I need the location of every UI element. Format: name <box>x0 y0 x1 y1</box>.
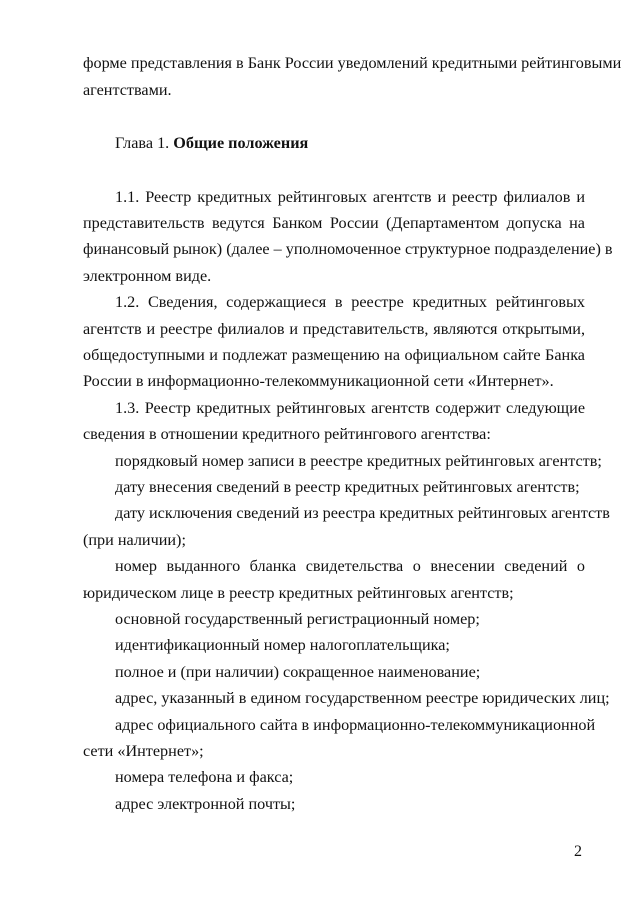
text-line: представительств ведутся Банком России (Департаментом допуска на <box>83 214 585 232</box>
text-line: электронном виде. <box>83 267 212 285</box>
text-line: (при наличии); <box>83 531 186 549</box>
text-line: юридическом лице в реестр кредитных рейтинговых агентств; <box>83 584 514 602</box>
text-line: России в информационно-телекоммуникационной сети «Интернет». <box>83 372 554 390</box>
text-line: 1.3. Реестр кредитных рейтинговых агентств содержит следующие <box>115 399 585 417</box>
text-line: агентств и реестре филиалов и представительств, являются открытыми, <box>83 320 585 338</box>
chapter-prefix: Глава 1. <box>115 134 170 152</box>
chapter-title: Общие положения <box>173 134 309 152</box>
text-line: дату внесения сведений в реестр кредитных рейтинговых агентств; <box>115 478 580 496</box>
text-line: номер выданного бланка свидетельства о внесении сведений о <box>115 557 585 575</box>
text-line: идентификационный номер налогоплательщика; <box>115 636 450 654</box>
chapter-heading <box>115 133 585 153</box>
text-line: 1.1. Реестр кредитных рейтинговых агентств и реестр филиалов и <box>115 188 585 206</box>
page-number: 2 <box>574 843 582 860</box>
text-line: общедоступными и подлежат размещению на официальном сайте Банка <box>83 346 585 364</box>
text-line: номера телефона и факса; <box>115 768 294 786</box>
text-line: форме представления в Банк России уведомлений кредитными рейтинговыми <box>83 54 622 72</box>
text-line: полное и (при наличии) сокращенное наименование; <box>115 663 481 681</box>
text-line: адрес электронной почты; <box>115 795 296 813</box>
text-line: порядковый номер записи в реестре кредитных рейтинговых агентств; <box>115 452 602 470</box>
text-line: дату исключения сведений из реестра кредитных рейтинговых агентств <box>115 504 610 522</box>
text-line: агентствами. <box>83 81 172 99</box>
text-line: сети «Интернет»; <box>83 742 204 760</box>
text-line: адрес, указанный в едином государственном реестре юридических лиц; <box>115 689 610 707</box>
text-line: 1.2. Сведения, содержащиеся в реестре кредитных рейтинговых <box>115 293 585 311</box>
text-line: основной государственный регистрационный номер; <box>115 610 480 628</box>
text-line: финансовый рынок) (далее – уполномоченное структурное подразделение) в <box>83 240 613 258</box>
text-line: адрес официального сайта в информационно-телекоммуникационной <box>115 716 596 734</box>
text-line: сведения в отношении кредитного рейтингового агентства: <box>83 425 491 443</box>
